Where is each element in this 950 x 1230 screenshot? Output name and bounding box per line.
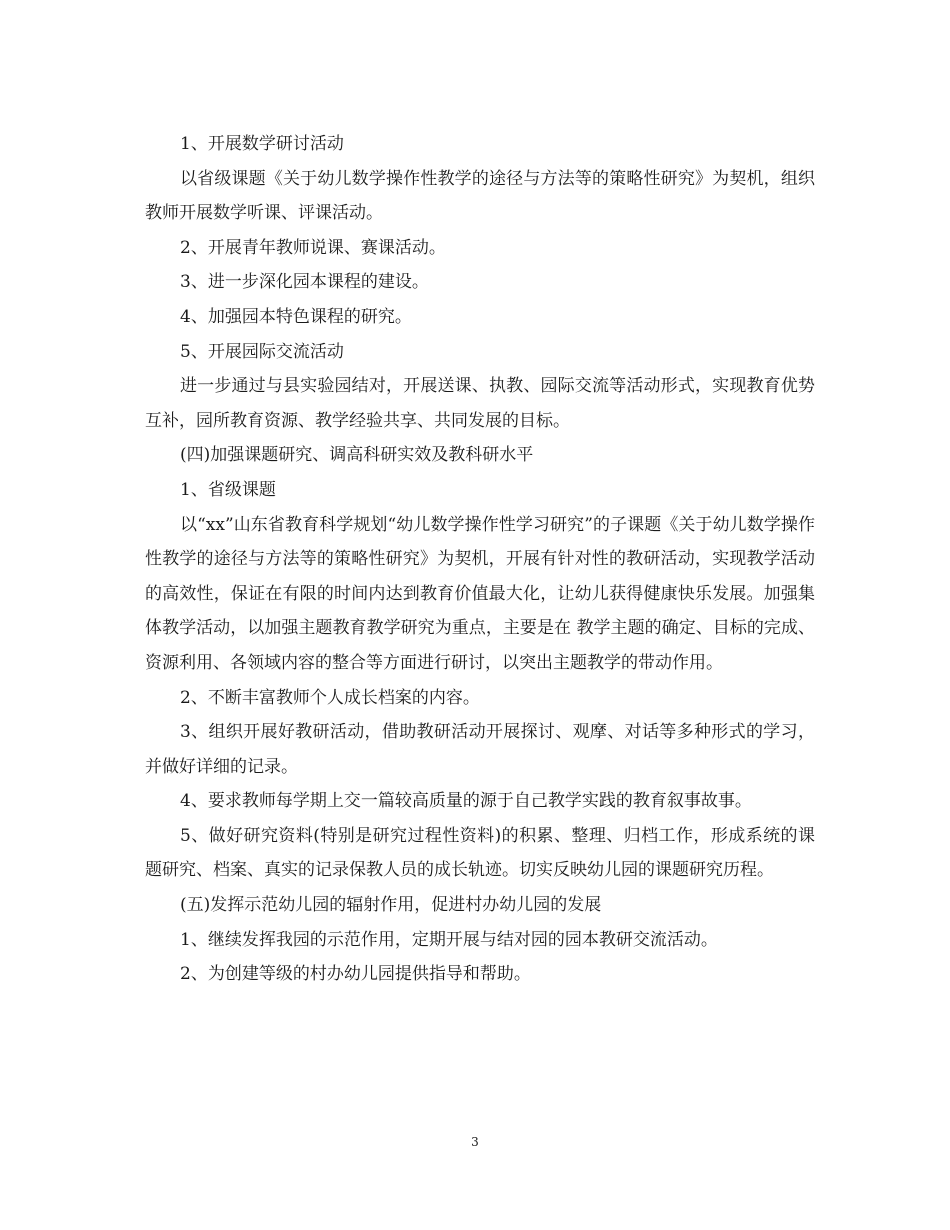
paragraph: 1、继续发挥我园的示范作用，定期开展与结对园的园本教研交流活动。 bbox=[180, 929, 718, 950]
paragraph: 5、做好研究资料(特别是研究过程性资料)的积累、整理、归档工作，形成系统的课题研究、档案、真实的记录保教人员的成长轨迹。切实反映幼儿园的课题研究历程。 bbox=[145, 825, 815, 881]
paragraph: 2、不断丰富教师个人成长档案的内容。 bbox=[180, 687, 480, 708]
paragraph: 2、为创建等级的村办幼儿园提供指导和帮助。 bbox=[180, 964, 531, 985]
paragraph: 2、开展青年教师说课、赛课活动。 bbox=[180, 237, 446, 258]
section-heading-five: (五)发挥示范幼儿园的辐射作用，促进村办幼儿园的发展 bbox=[180, 895, 602, 916]
paragraph: 进一步通过与县实验园结对，开展送课、执教、园际交流等活动形式，实现教育优势互补，园所教育资源、教学经验共享、共同发展的目标。 bbox=[145, 376, 815, 431]
paragraph: 3、组织开展好教研活动，借助教研活动开展探讨、观摩、对话等多种形式的学习，并做好详细的记录。 bbox=[145, 722, 815, 777]
section-heading-four: (四)加强课题研究、调高科研实效及教科研水平 bbox=[180, 445, 534, 466]
paragraph-heading-math-activity: 1、开展数学研讨活动 bbox=[180, 134, 344, 154]
paragraph: 以省级课题《关于幼儿数学操作性教学的途径与方法等的策略性研究》为契机，组织教师开展数学听课、评课活动。 bbox=[145, 168, 815, 224]
paragraph: 以“xx”山东省教育科学规划“幼儿数学操作性学习研究”的子课题《关于幼儿数学操作性教学的途径与方法等的策略性研究》为契机，开展有针对性的教研活动，实现教学活动的高效性，保证在有限的时间内达到教育价值最大化，让幼儿获得健康快乐发展。加强集体教学活动，以加强主题教育教学研究为重点，主要是在 教学主题的确定、目标的完成、资源利用、各领域内容的整合等方面进行研讨，以突出主题教学的带动作用。 bbox=[145, 514, 815, 673]
paragraph: 4、要求教师每学期上交一篇较高质量的源于自己教学实践的教育叙事故事。 bbox=[180, 791, 752, 812]
paragraph: 3、进一步深化园本课程的建设。 bbox=[180, 272, 429, 293]
paragraph-heading-provincial: 1、省级课题 bbox=[180, 479, 276, 500]
document-body bbox=[145, 127, 815, 992]
paragraph-heading-exchange: 5、开展园际交流活动 bbox=[180, 341, 344, 362]
paragraph: 4、加强园本特色课程的研究。 bbox=[180, 306, 412, 327]
page-number: 3 bbox=[471, 1135, 479, 1149]
